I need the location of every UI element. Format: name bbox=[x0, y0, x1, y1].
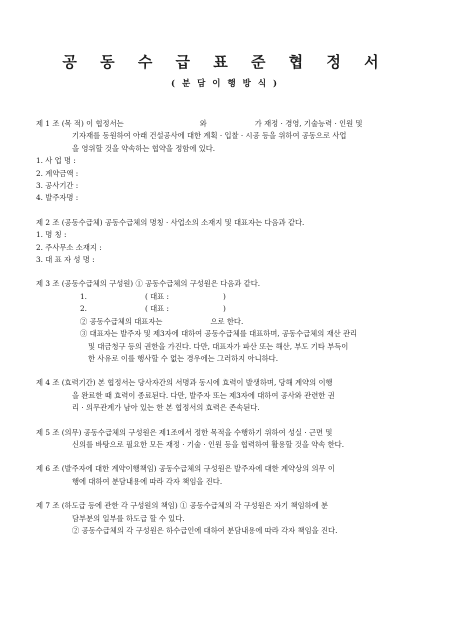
article-2-item-name: 1. 명 칭 : bbox=[36, 230, 67, 240]
article-7-line-3: ② 공동수급체의 각 구성원은 하수급인에 대하여 분담내용에 따라 각자 책임을 진다. bbox=[72, 525, 338, 535]
article-6 bbox=[36, 463, 422, 488]
article-2-item-representative: 3. 대 표 자 성 명 : bbox=[36, 255, 95, 265]
article-1-line-3: 을 영위할 것을 약속하는 협약을 정함에 있다. bbox=[72, 143, 216, 153]
article-1 bbox=[36, 118, 422, 205]
article-3-member-2: 2. ( 대표 : ) bbox=[80, 304, 226, 314]
article-1-line-1: 제 1 조 (목 적) 이 협정서는 와 가 재정 · 경영, 기술능력 · 인원 및 bbox=[36, 119, 363, 128]
article-1-item-construction-period: 3. 공사기간 : bbox=[36, 181, 79, 191]
article-5 bbox=[36, 427, 422, 452]
article-5-line-1: 제 5 조 (의무) 공동수급체의 구성원은 제1조에서 정한 목적을 수행하기 위하여 성실 · 근면 및 bbox=[36, 427, 333, 437]
article-3-paragraph-3-line-3: 한 사유로 이를 행사할 수 없는 경우에는 그러하지 아니하다. bbox=[88, 353, 279, 363]
article-6-line-1: 제 6 조 (발주자에 대한 계약이행책임) 공동수급체의 구성원은 발주자에 대한 계약상의 의무 이 bbox=[36, 464, 335, 474]
article-1-line-2: 기자재를 동원하여 아래 건설공사에 대한 계획 · 입찰 · 시공 등을 위하여 공동으로 사업 bbox=[72, 131, 347, 141]
article-7-line-1: 제 7 조 (하도급 등에 관한 각 구성원의 책임) ① 공동수급체의 각 구성원은 자기 책임하에 분 bbox=[36, 501, 329, 511]
article-5-line-2: 신의를 바탕으로 필요한 모든 재정 · 기술 · 인원 등을 협력하여 활용할 것을 약속 한다. bbox=[72, 439, 345, 449]
article-3 bbox=[36, 278, 422, 365]
article-4-line-1: 제 4 조 (효력기간) 본 협정서는 당사자간의 서명과 동시에 효력이 발생하며, 당해 계약의 이행 bbox=[36, 378, 333, 388]
article-1-item-project-name: 1. 사 업 명 : bbox=[36, 156, 76, 166]
article-7-line-2: 담부분의 일부를 하도급 할 수 있다. bbox=[72, 513, 185, 523]
article-4-line-2: 을 완료한 때 효력이 종료된다. 다만, 발주자 또는 제3자에 대하여 공사와 관련한 권 bbox=[72, 390, 335, 400]
article-3-line-1: 제 3 조 (공동수급체의 구성원) ① 공동수급체의 구성원은 다음과 같다. bbox=[36, 279, 261, 289]
document-subtitle: ( 분 담 이 행 방 식 ) bbox=[170, 79, 280, 89]
article-6-line-2: 행에 대하여 분담내용에 따라 각자 책임을 진다. bbox=[72, 476, 223, 486]
article-7 bbox=[36, 500, 422, 537]
article-1-item-client-name: 4. 발주자명 : bbox=[36, 193, 79, 203]
article-3-member-1: 1. ( 대표 : ) bbox=[80, 291, 226, 301]
article-3-paragraph-3-line-1: ③ 대표자는 발주자 및 제3자에 대하여 공동수급체를 대표하며, 공동수급체의 재산 관리 bbox=[80, 329, 358, 339]
article-4-line-3: 리 · 의무관계가 남아 있는 한 본 협정서의 효력은 존속된다. bbox=[72, 403, 260, 413]
article-2 bbox=[36, 217, 422, 267]
article-3-paragraph-2: ② 공동수급체의 대표자는 으로 한다. bbox=[80, 316, 244, 326]
article-3-paragraph-3-line-2: 및 대금청구 등의 권한을 가진다. 다만, 대표자가 파산 또는 해산, 부도 기타 부득이 bbox=[88, 341, 349, 351]
article-2-line-1: 제 2 조 (공동수급체) 공동수급체의 명칭 · 사업소의 소재지 및 대표자는 다음과 같다. bbox=[36, 217, 305, 227]
article-2-item-office-address: 2. 주사무소 소재지 : bbox=[36, 242, 102, 252]
document-title: 공 동 수 급 표 준 협 정 서 bbox=[62, 53, 388, 71]
article-4 bbox=[36, 377, 422, 414]
document-body bbox=[36, 118, 422, 537]
article-1-item-contract-amount: 2. 계약금액 : bbox=[36, 168, 79, 178]
